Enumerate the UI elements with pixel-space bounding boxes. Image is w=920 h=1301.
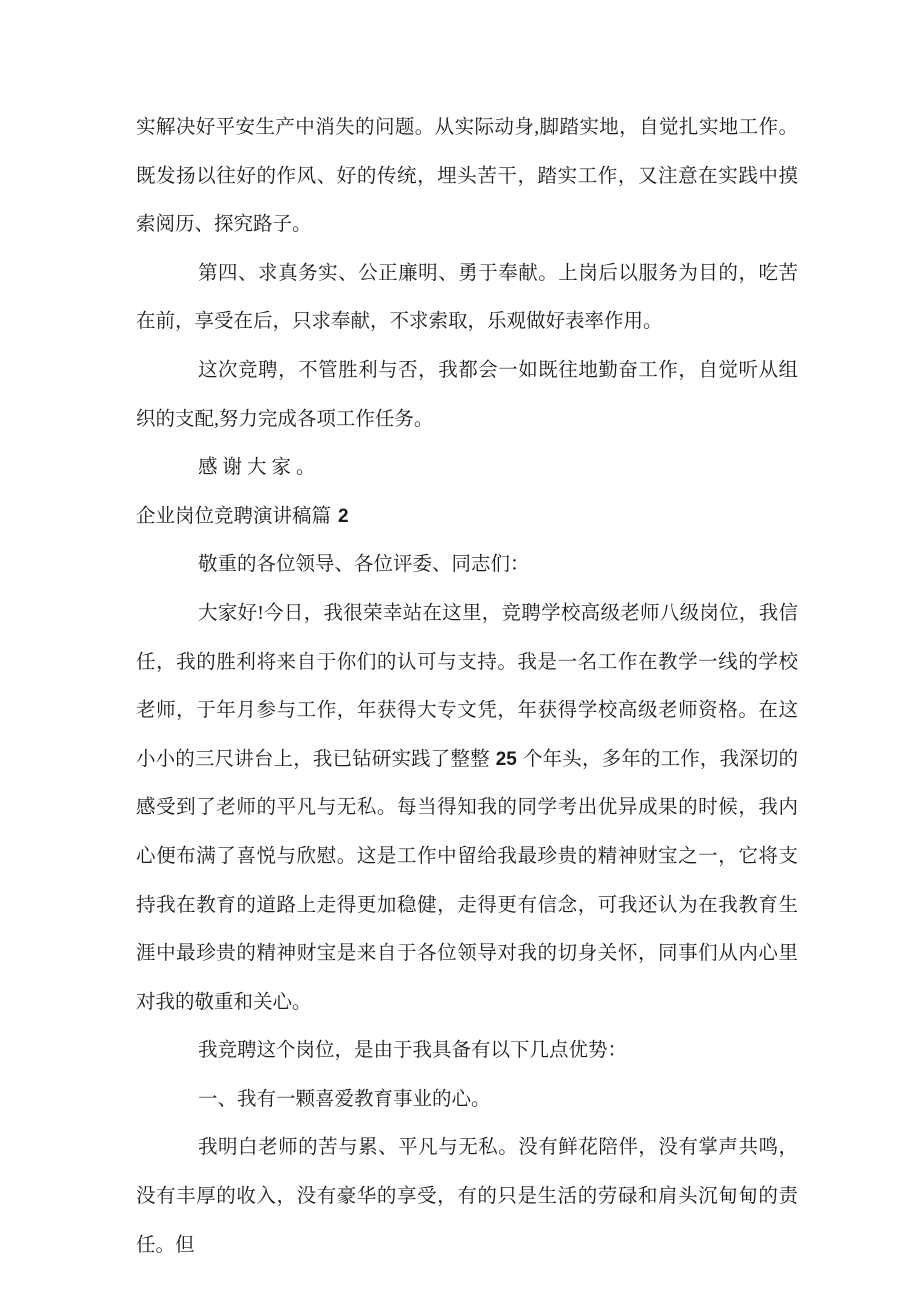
paragraph-salutation: 敬重的各位领导、各位评委、同志们：	[198, 554, 530, 576]
paragraph-advantages-lead: 我竞聘这个岗位，是由于我具备有以下几点优势：	[198, 1040, 628, 1062]
section-2-number: 2	[338, 505, 349, 527]
advantage-1-heading: 一、我有一颗喜爱教育事业的心。	[198, 1088, 491, 1110]
paragraph-thanks: 感谢大家。	[198, 457, 321, 479]
paragraph-intro	[136, 590, 798, 1027]
intro-text-before-years: 大家好!今日，我很荣幸站在这里，竞聘学校高级老师八级岗位，我信任，我的胜利将来自于你们的认可与支持。我是一名工作在教学一线的学校老师，于年月参与工作，年获得大专文凭，年获得学校高级老师资格。在这小小的三尺讲台上，我已钻研实践了整整	[136, 602, 798, 770]
intro-text-after-years: 个年头，多年的工作，我深切的感受到了老师的平凡与无私。每当得知我的同学考出优异成果的时候，我内心便布满了喜悦与欣慰。这是工作中留给我最珍贵的精神财宝之一，它将支持我在教育的道路上走得更加稳健，走得更有信念，可我还认为在我教育生涯中最珍贵的精神财宝是来自于各位领导对我的切身关怀，同事们从内心里对我的敬重和关心。	[136, 748, 798, 1013]
paragraph-advantage-1-body: 我明白老师的苦与累、平凡与无私。没有鲜花陪伴，没有掌声共鸣，没有丰厚的收入，没有豪华的享受，有的只是生活的劳碌和肩头沉甸甸的责任。但	[136, 1137, 798, 1256]
years-count: 25	[495, 748, 517, 770]
section-2-heading	[136, 493, 798, 542]
paragraph-continuation: 实解决好平安生产中消失的问题。从实际动身,脚踏实地，自觉扎实地工作。既发扬以往好的作风、好的传统，埋头苦干，踏实工作，又注意在实践中摸索阅历、探究路子。	[136, 117, 798, 236]
paragraph-this-competition: 这次竞聘，不管胜利与否，我都会一如既往地勤奋工作，自觉听从组织的支配,努力完成各项工作任务。	[136, 359, 798, 430]
section-2-heading-label: 企业岗位竞聘演讲稿篇	[136, 505, 332, 527]
paragraph-fourth-point: 第四、求真务实、公正廉明、勇于奉献。上岗后以服务为目的，吃苦在前，享受在后，只求奉献，不求索取，乐观做好表率作用。	[136, 262, 798, 333]
